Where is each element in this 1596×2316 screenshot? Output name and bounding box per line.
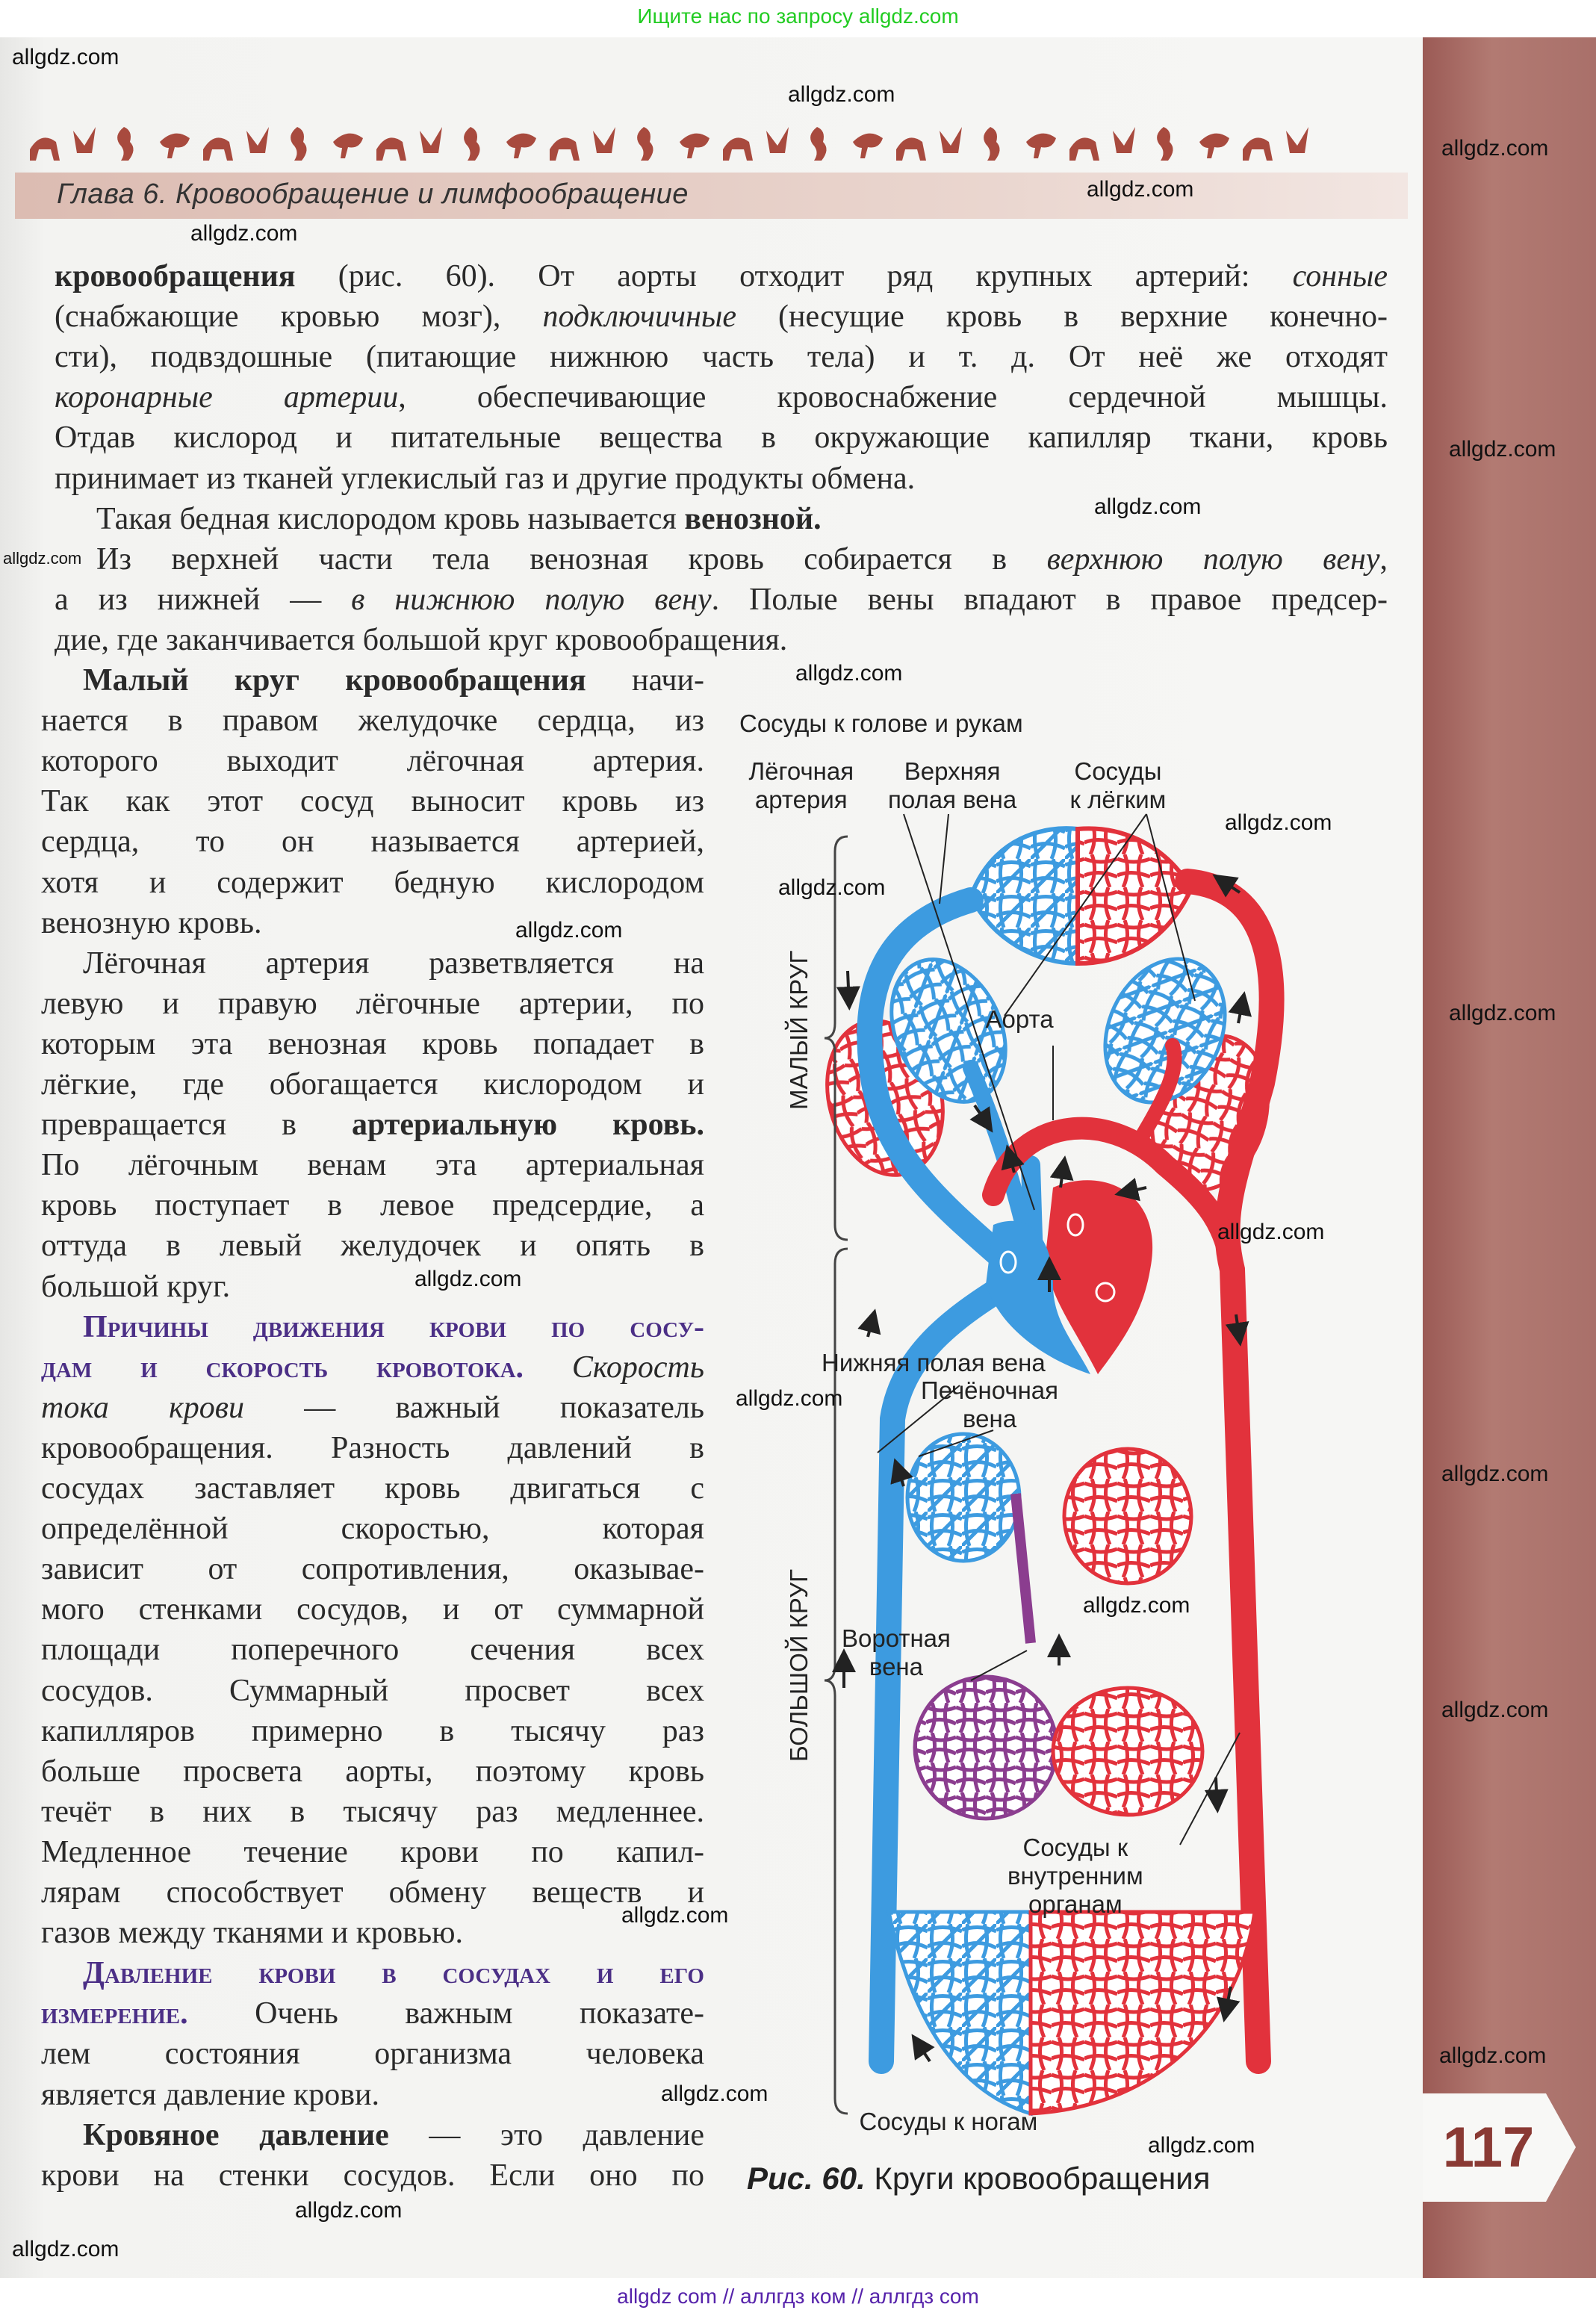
watermark: allgdz.com [736, 1386, 843, 1411]
text-segment: которого выходит лёгочная артерия. [41, 744, 704, 779]
text-segment: сосудах заставляет кровь двигаться с [41, 1471, 704, 1506]
text-segment: большой круг. [41, 1269, 231, 1304]
figure-number: Рис. 60. [747, 2161, 866, 2196]
label-line: Сосуды [1074, 757, 1162, 785]
text-segment: , [1379, 541, 1388, 577]
watermark: allgdz.com [788, 82, 895, 107]
watermark: allgdz.com [1225, 810, 1332, 835]
watermark: allgdz.com [1087, 177, 1194, 202]
text-segment: Такая бедная кислородом кровь называется [96, 501, 685, 536]
watermark: allgdz.com [1441, 1462, 1549, 1486]
italic-term: в нижнюю полую вену [351, 582, 712, 617]
italic-term: верхнюю полую вену [1046, 541, 1380, 577]
watermark: allgdz.com [3, 549, 82, 568]
bold-term: кровообращения [55, 259, 296, 294]
footer-banner [0, 2278, 1596, 2316]
label-leg-vessels: Сосуды к ногам [859, 2108, 1038, 2135]
label-large-circle: БОЛЬШОЙ КРУГ [785, 1568, 813, 1762]
text-segment: хотя и содержит бедную кислородом [41, 865, 704, 900]
text-segment: (несущие кровь в верхние конечно- [736, 299, 1388, 335]
figure-title: Круги кровообращения [865, 2161, 1211, 2196]
text-segment: (рис. 60). От аорты отходит ряд крупных артерий: [295, 259, 1293, 294]
section-heading: измерение. [41, 1996, 188, 2031]
label-line: артерия [754, 786, 848, 813]
watermark: allgdz.com [778, 875, 886, 900]
label-aorta: Аорта [985, 1005, 1054, 1033]
text-segment: Так как этот сосуд выносит кровь из [41, 784, 704, 819]
text-segment: зависит от сопротивления, оказывае- [41, 1552, 704, 1587]
watermark: allgdz.com [795, 661, 903, 686]
text-segment: дие, где заканчивается большой круг кровообращения. [55, 622, 788, 657]
label-portal-vein [842, 1624, 951, 1681]
label-line: вена [869, 1653, 923, 1680]
top-banner-text: Ищите нас по запросу allgdz.com [637, 4, 959, 28]
italic-term: подключичные [542, 299, 736, 335]
text-segment: . Полые вены впадают в правое предсер- [711, 582, 1388, 617]
text-segment: Отдав кислород и питательные вещества в окружающие капилляр ткани, кровь [55, 420, 1388, 456]
label-line: Сосуды к [1022, 1834, 1128, 1861]
watermark: allgdz.com [1449, 437, 1556, 462]
text-segment: Медленное течение крови по капил- [41, 1834, 704, 1869]
watermark: allgdz.com [1441, 1698, 1549, 1722]
text-segment: мого стенками сосудов, и от суммарной [41, 1592, 704, 1627]
text-segment: больше просвета аорты, поэтому кровь [41, 1754, 704, 1789]
intestine-capillaries [915, 1677, 1202, 1819]
text-segment: газов между тканями и кровью. [41, 1916, 464, 1951]
text-segment: По лёгочным венам эта артериальная [41, 1148, 704, 1183]
label-line: Воротная [842, 1624, 951, 1652]
label-small-circle: МАЛЫЙ КРУГ [785, 950, 813, 1110]
text-segment: Лёгочная артерия разветвляется на [83, 946, 704, 981]
page-number: 117 [1442, 2116, 1535, 2179]
italic-term: Скорость [571, 1350, 705, 1385]
watermark: allgdz.com [515, 918, 623, 943]
section-heading: Причины движения крови по сосу- [83, 1309, 704, 1344]
text-segment: а из нижней — [55, 582, 352, 617]
label-line: Лёгочная [748, 757, 854, 785]
italic-term: сонные [1292, 259, 1388, 294]
text-segment: — важный показатель [244, 1390, 704, 1425]
text-segment: площади поперечного сечения всех [41, 1633, 704, 1668]
watermark: allgdz.com [1441, 136, 1549, 161]
footer-banner-text: allgdz com // аллгдз ком // аллгдз com [617, 2285, 979, 2308]
figure-caption [747, 2161, 1211, 2197]
text-segment: сердца, то он называется артерией, [41, 825, 704, 860]
watermark: allgdz.com [1449, 1001, 1556, 1025]
label-pulmonary-artery [749, 757, 854, 814]
label-line: вена [962, 1405, 1017, 1432]
label-lung-vessels [1070, 757, 1167, 814]
watermark: allgdz.com [190, 221, 298, 246]
text-segment: Очень важным показате- [187, 1996, 704, 2031]
text-segment: течёт в них в тысячу раз медленнее. [41, 1794, 704, 1829]
text-segment: сти), подвздошные (питающие нижнюю часть тела) и т. д. От неё же отходят [55, 340, 1388, 375]
text-segment: превращается в [41, 1108, 352, 1143]
text-segment: левую и правую лёгочные артерии, по [41, 986, 704, 1021]
watermark: allgdz.com [12, 45, 119, 69]
bold-term: артериальную кровь. [351, 1108, 704, 1143]
text-segment: лярам способствует обмену веществ и [41, 1875, 704, 1910]
section-heading: дам и скорость кровотока. [41, 1350, 524, 1385]
text-segment: принимает из тканей углекислый газ и другие продукты обмена. [55, 461, 916, 496]
label-head-arms-vessels: Сосуды к голове и рукам [739, 710, 1023, 737]
watermark: allgdz.com [1094, 494, 1202, 519]
bold-term: Малый круг кровообращения [83, 663, 586, 698]
label-line: полая вена [888, 786, 1017, 813]
chapter-header: Глава 6. Кровообращение и лимфообращение [57, 178, 689, 210]
watermark: allgdz.com [295, 2198, 403, 2223]
bold-term: венозной. [684, 501, 822, 536]
italic-term: коронарные артерии [55, 380, 399, 415]
text-segment: сосудов. Суммарный просвет всех [41, 1673, 704, 1708]
label-inferior-vena-cava: Нижняя полая вена [822, 1349, 1046, 1376]
label-superior-vena-cava [888, 757, 1016, 814]
text-segment: является давление крови. [41, 2077, 380, 2112]
watermark: allgdz.com [1148, 2133, 1255, 2158]
text-segment: (снабжающие кровью мозг), [55, 299, 543, 335]
leg-capillaries [889, 1912, 1255, 2114]
text-segment: , обеспечивающие кровоснабжение сердечной мышцы. [398, 380, 1388, 415]
label-line: к лёгким [1069, 786, 1167, 813]
text-segment: определённой скоростью, которая [41, 1512, 704, 1547]
head-arms-capillaries [971, 828, 1191, 963]
label-hepatic-vein [921, 1376, 1058, 1433]
italic-term: тока крови [41, 1390, 245, 1425]
watermark: allgdz.com [621, 1903, 729, 1928]
text-segment: кровообращения. Разность давлений в [41, 1430, 704, 1465]
watermark: allgdz.com [1083, 1593, 1190, 1618]
bold-term: Кровяное давление [83, 2117, 389, 2152]
text-segment: начи- [586, 663, 704, 698]
text-segment: венозную кровь. [41, 905, 262, 940]
text-segment: лем состояния организма человека [41, 2037, 704, 2072]
label-internal-organs-vessels [1007, 1834, 1143, 1919]
text-segment: нается в правом желудочке сердца, из [41, 704, 704, 739]
text-segment: — это давление [388, 2117, 705, 2152]
label-line: внутренним [1007, 1862, 1143, 1890]
watermark: allgdz.com [414, 1267, 522, 1291]
watermark: allgdz.com [12, 2237, 119, 2261]
section-heading: Давление крови в сосудах и его [83, 1956, 704, 1991]
text-segment: Из верхней части тела венозная кровь собирается в [96, 541, 1047, 577]
watermark: allgdz.com [1439, 2043, 1547, 2068]
braces [825, 836, 848, 2114]
text-segment: которым эта венозная кровь попадает в [41, 1026, 704, 1061]
text-segment: капилляров примерно в тысячу раз [41, 1713, 704, 1748]
text-segment: оттуда в левый желудочек и опять в [41, 1229, 704, 1264]
label-line: Печёночная [921, 1376, 1059, 1404]
label-line: органам [1028, 1890, 1123, 1918]
label-line: Верхняя [904, 757, 1001, 785]
text-segment: кровь поступает в левое предсердие, а [41, 1188, 704, 1223]
watermark: allgdz.com [1217, 1220, 1325, 1244]
text-segment: лёгкие, где обогащается кислородом и [41, 1067, 704, 1102]
watermark: allgdz.com [661, 2081, 768, 2106]
text-segment: крови на стенки сосудов. Если оно по [41, 2158, 704, 2193]
